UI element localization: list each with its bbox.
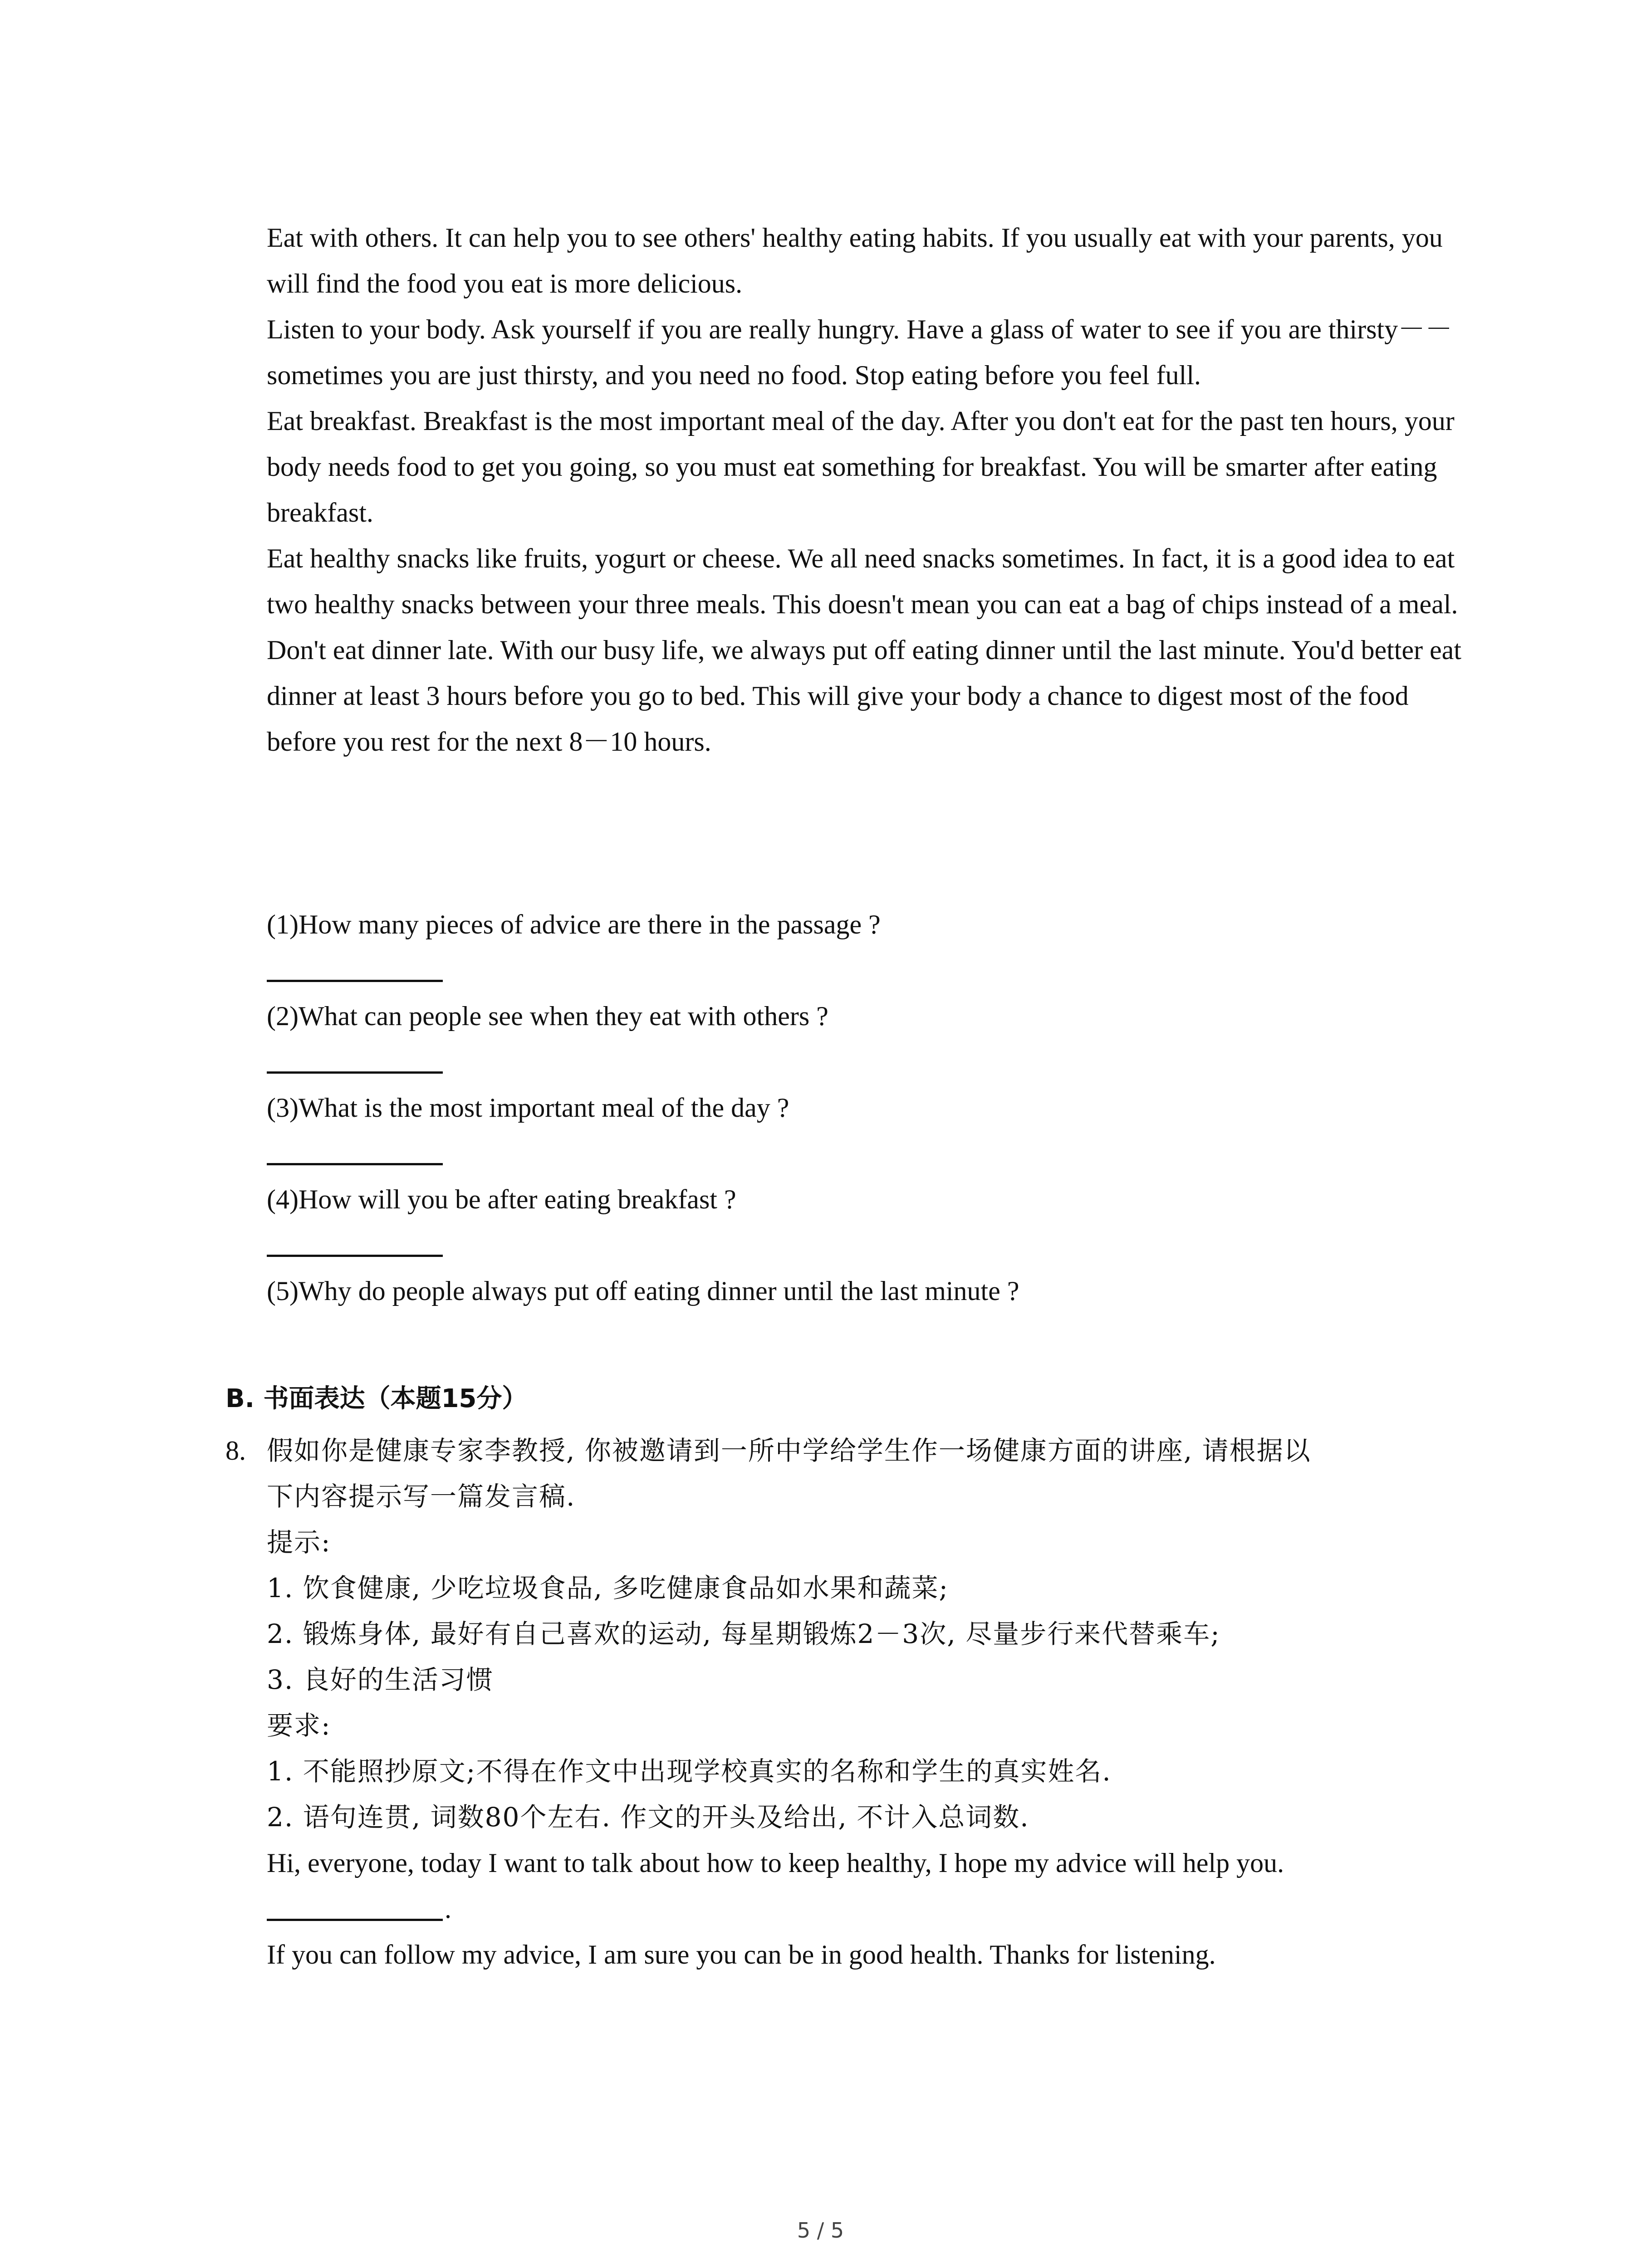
hint-label: 提示: [267,1527,331,1558]
question-item [267,902,1474,993]
question-text: (4)How will you be after eating breakfast ? [267,1184,736,1214]
question-item [267,993,1474,1085]
requirement-item: 1. 不能照抄原文;不得在作文中出现学校真实的名称和学生的真实姓名. [267,1756,1112,1787]
answer-blank[interactable] [267,1163,443,1165]
passage-paragraph: Don't eat dinner late. With our busy life, we always put off eating dinner until the last minute. You'd better eat dinner at least 3 hours before you go to bed. This will give your body a chance to digest most of the food before you rest for the next 8－10 hours. [267,635,1462,757]
essay-closing: If you can follow my advice, I am sure you can be in good health. Thanks for listening. [267,1940,1216,1970]
requirement-item: 2. 语句连贯, 词数80个左右. 作文的开头及给出, 不计入总词数. [267,1802,1029,1833]
question-item [267,1085,1474,1177]
question-text: (3)What is the most important meal of the day ? [267,1093,789,1123]
task-prompt: 假如你是健康专家李教授, 你被邀请到一所中学给学生作一场健康方面的讲座, 请根据以 [267,1435,1311,1466]
question-text: (5)Why do people always put off eating dinner until the last minute ? [267,1276,1019,1306]
essay-blank[interactable] [267,1919,443,1921]
passage-paragraph: Listen to your body. Ask yourself if you are really hungry. Have a glass of water to see if you are thirsty－－sometimes you are just thirsty, and you need no food. Stop eating before you feel full. [267,314,1453,390]
essay-blank-period: . [445,1894,451,1924]
question-text: (2)What can people see when they eat with others ? [267,1001,828,1031]
essay-opening: Hi, everyone, today I want to talk about how to keep healthy, I hope my advice will help you. [267,1848,1284,1878]
hint-item: 3. 良好的生活习惯 [267,1664,494,1695]
question-item [267,1268,1474,1360]
question-text: (1)How many pieces of advice are there in the passage ? [267,909,881,939]
essay-blank-row [267,1886,1492,1932]
answer-blank[interactable] [267,1255,443,1257]
task-prompt: 下内容提示写一篇发言稿. [267,1481,576,1512]
passage-paragraph: Eat breakfast. Breakfast is the most important meal of the day. After you don't eat for the past ten hours, your body needs food to get you going, so you must eat something for breakfast. You will be smarter after eating breakfast. [267,406,1455,528]
hint-item: 1. 饮食健康, 少吃垃圾食品, 多吃健康食品如水果和蔬菜; [267,1573,949,1603]
passage-paragraph: Eat with others. It can help you to see others' healthy eating habits. If you usually eat with your parents, you will find the food you eat is more delicious. [267,223,1443,298]
answer-blank[interactable] [267,980,443,982]
task-body [267,1428,1492,1978]
question-list [267,902,1474,1360]
section-heading: B. 书面表达（本题15分） [225,1384,528,1413]
page-number: 5 / 5 [797,2218,844,2243]
requirement-label: 要求: [267,1710,331,1741]
reading-passage [267,215,1474,765]
task-number: 8. [225,1436,246,1466]
question-item [267,1177,1474,1268]
passage-paragraph: Eat healthy snacks like fruits, yogurt or cheese. We all need snacks sometimes. In fact, it is a good idea to eat two healthy snacks between your three meals. This doesn't mean you can eat a bag of chips instead of a meal. [267,543,1458,619]
hint-item: 2. 锻炼身体, 最好有自己喜欢的运动, 每星期锻炼2－3次, 尽量步行来代替乘车; [267,1618,1220,1649]
answer-blank[interactable] [267,1071,443,1074]
